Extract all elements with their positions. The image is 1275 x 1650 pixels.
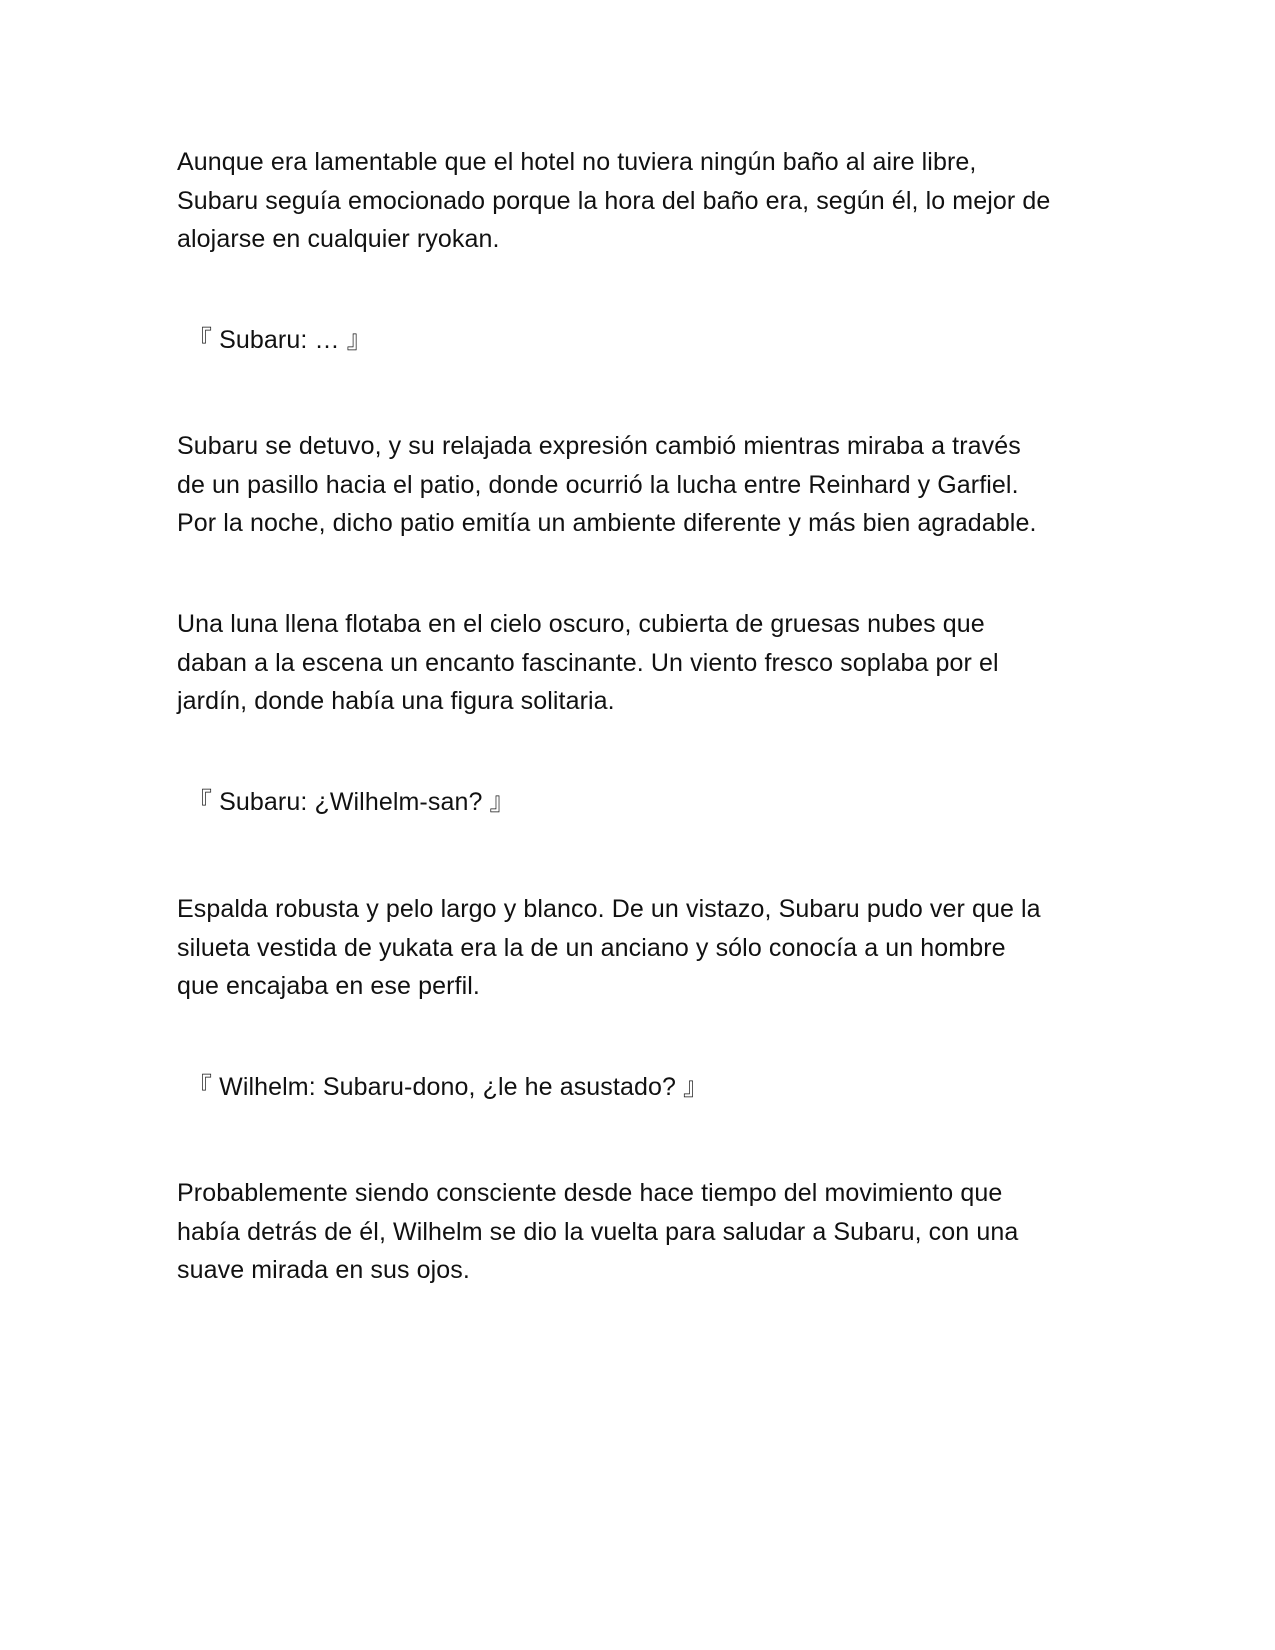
paragraph-line: Una luna llena flotaba en el cielo oscuro, cubierta de gruesas nubes que <box>177 610 985 638</box>
paragraph-moon <box>177 605 1107 721</box>
dialogue-line: 『 Wilhelm: Subaru-dono, ¿le he asustado? 』 <box>187 1073 709 1101</box>
paragraph-line: Aunque era lamentable que el hotel no tuviera ningún baño al aire libre, <box>177 148 977 176</box>
paragraph-intro <box>177 143 1107 259</box>
paragraph-line: jardín, donde había una figura solitaria. <box>177 687 615 715</box>
paragraph-line: Espalda robusta y pelo largo y blanco. De un vistazo, Subaru pudo ver que la <box>177 895 1041 923</box>
paragraph-line: silueta vestida de yukata era la de un anciano y sólo conocía a un hombre <box>177 933 1006 962</box>
paragraph-greeting <box>177 1174 1107 1290</box>
paragraph-line: había detrás de él, Wilhelm se dio la vuelta para saludar a Subaru, con una <box>177 1217 1019 1246</box>
paragraph-line: Por la noche, dicho patio emitía un ambiente diferente y más bien agradable. <box>177 509 1037 537</box>
paragraph-line: suave mirada en sus ojos. <box>177 1256 470 1284</box>
paragraph-line: alojarse en cualquier ryokan. <box>177 225 500 253</box>
paragraph-line: Subaru seguía emocionado porque la hora del baño era, según él, lo mejor de <box>177 186 1051 215</box>
paragraph-silhouette <box>177 890 1107 1006</box>
paragraph-line: Subaru se detuvo, y su relajada expresión cambió mientras miraba a través <box>177 432 1021 460</box>
dialogue-wilhelm <box>187 1068 1117 1107</box>
paragraph-line: Probablemente siendo consciente desde hace tiempo del movimiento que <box>177 1179 1003 1207</box>
dialogue-line: 『 Subaru: … 』 <box>187 326 372 354</box>
paragraph-line: daban a la escena un encanto fascinante. Un viento fresco soplaba por el <box>177 648 999 677</box>
dialogue-subaru-silence <box>187 321 1117 360</box>
paragraph-courtyard <box>177 427 1107 543</box>
dialogue-line: 『 Subaru: ¿Wilhelm-san? 』 <box>187 788 515 816</box>
paragraph-line: que encajaba en ese perfil. <box>177 972 480 1000</box>
dialogue-subaru-wilhelm <box>187 783 1117 822</box>
paragraph-line: de un pasillo hacia el patio, donde ocurrió la lucha entre Reinhard y Garfiel. <box>177 470 1019 499</box>
